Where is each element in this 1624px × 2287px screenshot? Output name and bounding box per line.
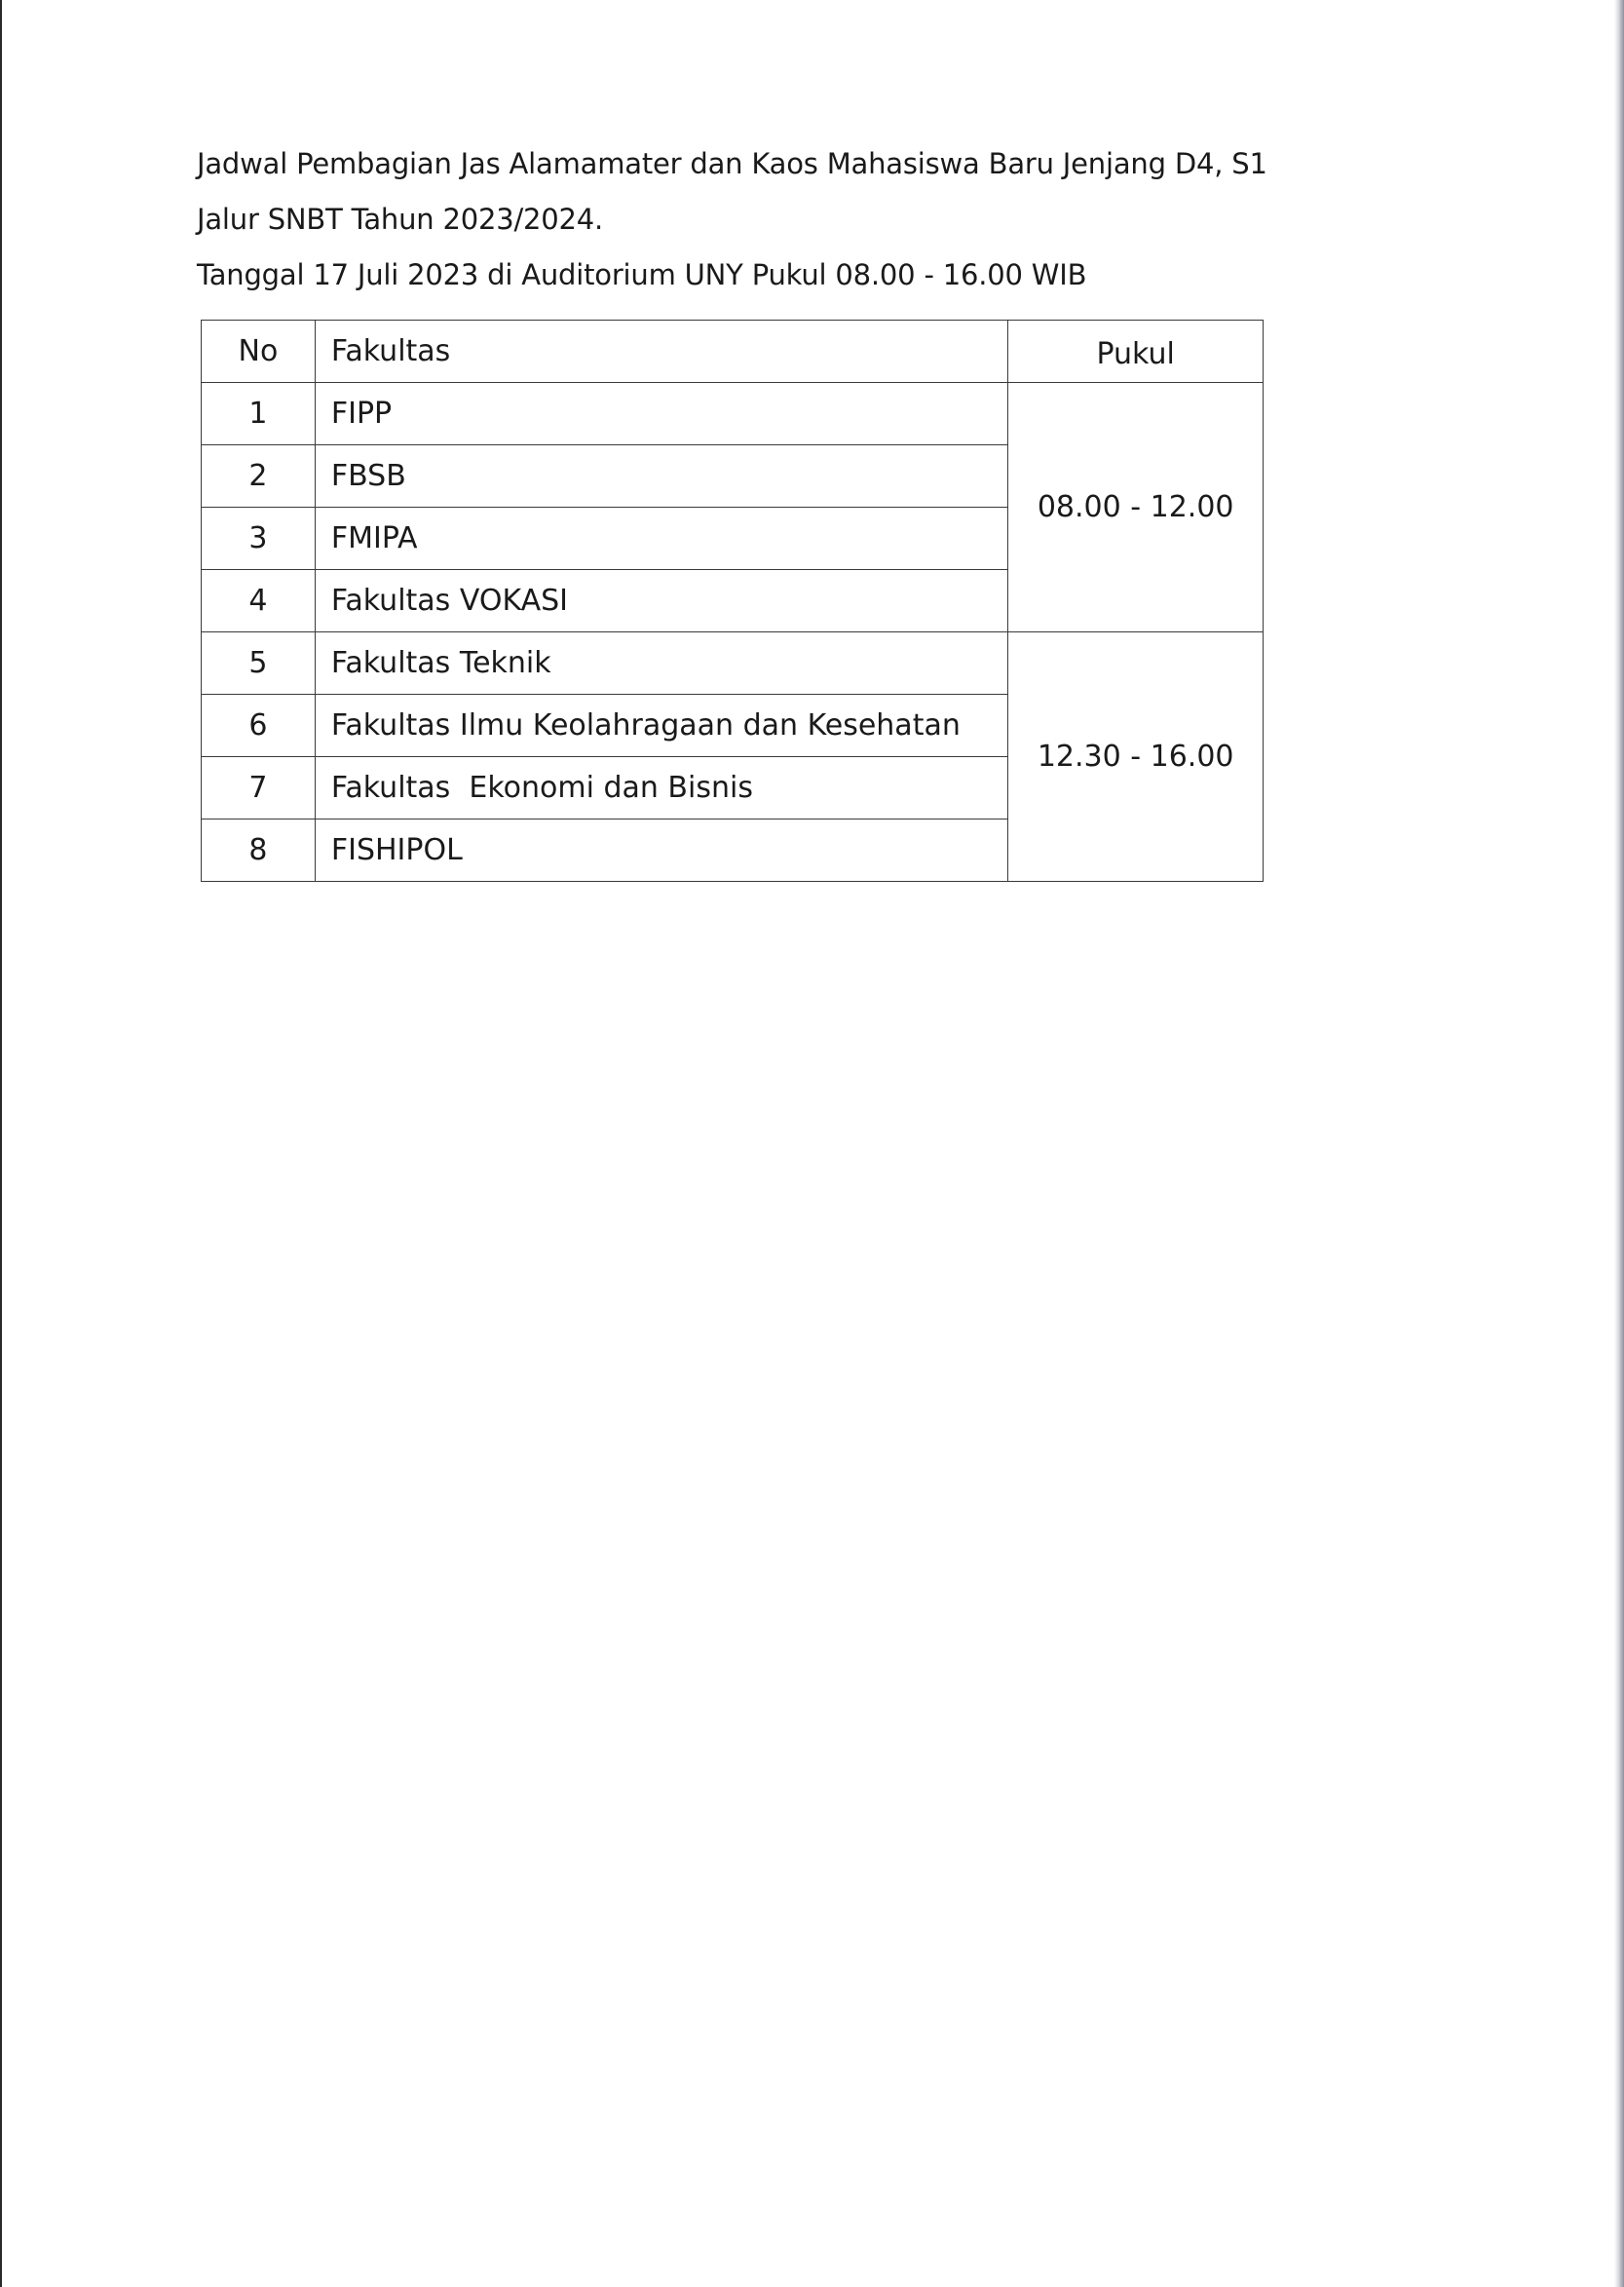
heading-line-2: Jalur SNBT Tahun 2023/2024. xyxy=(197,203,604,236)
scan-page-edge xyxy=(1614,0,1624,2287)
faculty-name: Fakultas Teknik xyxy=(315,632,1007,695)
row-number: 5 xyxy=(202,632,316,695)
table-header-row xyxy=(202,321,1264,383)
faculty-name: FBSB xyxy=(315,445,1007,508)
faculty-name: FISHIPOL xyxy=(315,820,1007,882)
faculty-name: FMIPA xyxy=(315,508,1007,570)
faculty-name: Fakultas Ilmu Keolahragaan dan Kesehatan xyxy=(315,695,1007,757)
heading-line-1: Jadwal Pembagian Jas Alamamater dan Kaos Mahasiswa Baru Jenjang D4, S1 xyxy=(197,147,1267,180)
faculty-name: FIPP xyxy=(315,383,1007,445)
heading-line-3: Tanggal 17 Juli 2023 di Auditorium UNY Pukul 08.00 - 16.00 WIB xyxy=(197,258,1087,291)
table-row xyxy=(202,632,1264,695)
faculty-name: Fakultas VOKASI xyxy=(315,570,1007,632)
row-number: 6 xyxy=(202,695,316,757)
header-fakultas: Fakultas xyxy=(315,321,1007,383)
row-number: 8 xyxy=(202,820,316,882)
row-number: 4 xyxy=(202,570,316,632)
session-time-afternoon: 12.30 - 16.00 xyxy=(1008,632,1264,882)
header-pukul: Pukul xyxy=(1008,321,1264,383)
header-no: No xyxy=(202,321,316,383)
document-heading xyxy=(197,136,1366,303)
schedule-table xyxy=(201,320,1264,882)
table-row xyxy=(202,383,1264,445)
row-number: 2 xyxy=(202,445,316,508)
faculty-name: Fakultas Ekonomi dan Bisnis xyxy=(315,757,1007,820)
row-number: 7 xyxy=(202,757,316,820)
session-time-morning: 08.00 - 12.00 xyxy=(1008,383,1264,632)
row-number: 3 xyxy=(202,508,316,570)
row-number: 1 xyxy=(202,383,316,445)
